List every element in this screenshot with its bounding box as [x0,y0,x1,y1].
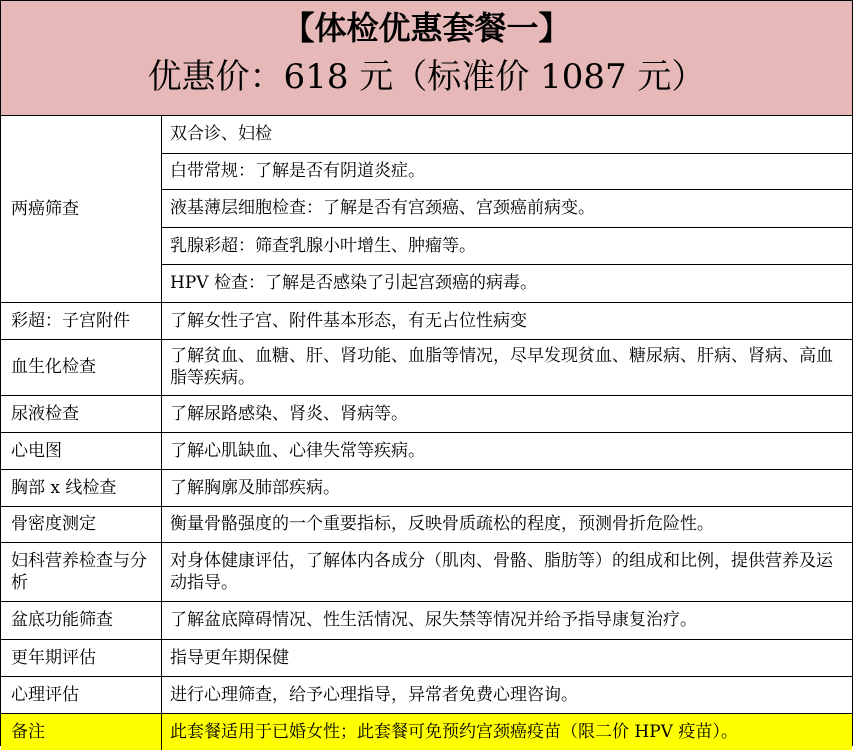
category-cell: 彩超：子宫附件 [1,302,162,339]
checkup-table [1,116,852,750]
item-cell: 双合诊、妇检 [162,116,853,153]
category-cell: 更年期评估 [1,639,162,676]
table-row [1,469,852,506]
item-cell: 乳腺彩超：筛查乳腺小叶增生、肿瘤等。 [162,227,853,264]
category-cell: 盆底功能筛查 [1,601,162,639]
desc-cell: 衡量骨骼强度的一个重要指标，反映骨质疏松的程度，预测骨折危险性。 [162,506,853,542]
desc-cell: 对身体健康评估，了解体内各成分（肌肉、骨骼、脂肪等）的组成和比例，提供营养及运动指导。 [162,542,853,601]
category-cell: 胸部 x 线检查 [1,469,162,506]
desc-cell: 了解女性子宫、附件基本形态，有无占位性病变 [162,302,853,339]
desc-cell: 指导更年期保健 [162,639,853,676]
note-text: 此套餐适用于已婚女性；此套餐可免预约宫颈癌疫苗（限二价 HPV 疫苗）。 [162,713,853,750]
table-row [1,601,852,639]
desc-cell: 了解尿路感染、肾炎、肾病等。 [162,395,853,432]
note-row [1,713,852,750]
table-row [1,676,852,713]
desc-cell: 了解心肌缺血、心律失常等疾病。 [162,432,853,469]
package-header [1,1,852,116]
package-title: 【体检优惠套餐一】 [282,9,571,47]
price-line: 优惠价：618 元（标准价 1087 元） [147,57,706,97]
category-cell: 两癌筛查 [1,116,162,302]
table-row [1,639,852,676]
desc-cell: 了解胸廓及肺部疾病。 [162,469,853,506]
table-row [1,116,852,153]
item-cell: HPV 检查：了解是否感染了引起宫颈癌的病毒。 [162,264,853,302]
table-row [1,302,852,339]
category-cell: 尿液检查 [1,395,162,432]
desc-cell: 了解盆底障碍情况、性生活情况、尿失禁等情况并给予指导康复治疗。 [162,601,853,639]
category-cell: 血生化检查 [1,339,162,395]
category-cell: 心电图 [1,432,162,469]
category-cell: 骨密度测定 [1,506,162,542]
item-cell: 白带常规：了解是否有阴道炎症。 [162,153,853,189]
desc-cell: 了解贫血、血糖、肝、肾功能、血脂等情况，尽早发现贫血、糖尿病、肝病、肾病、高血脂等疾病。 [162,339,853,395]
note-label: 备注 [1,713,162,750]
category-cell: 妇科营养检查与分析 [1,542,162,601]
category-cell: 心理评估 [1,676,162,713]
table-row [1,506,852,542]
table-row [1,432,852,469]
table-row [1,542,852,601]
item-cell: 液基薄层细胞检查：了解是否有宫颈癌、宫颈癌前病变。 [162,189,853,227]
table-row [1,339,852,395]
table-row [1,395,852,432]
desc-cell: 进行心理筛查，给予心理指导，异常者免费心理咨询。 [162,676,853,713]
